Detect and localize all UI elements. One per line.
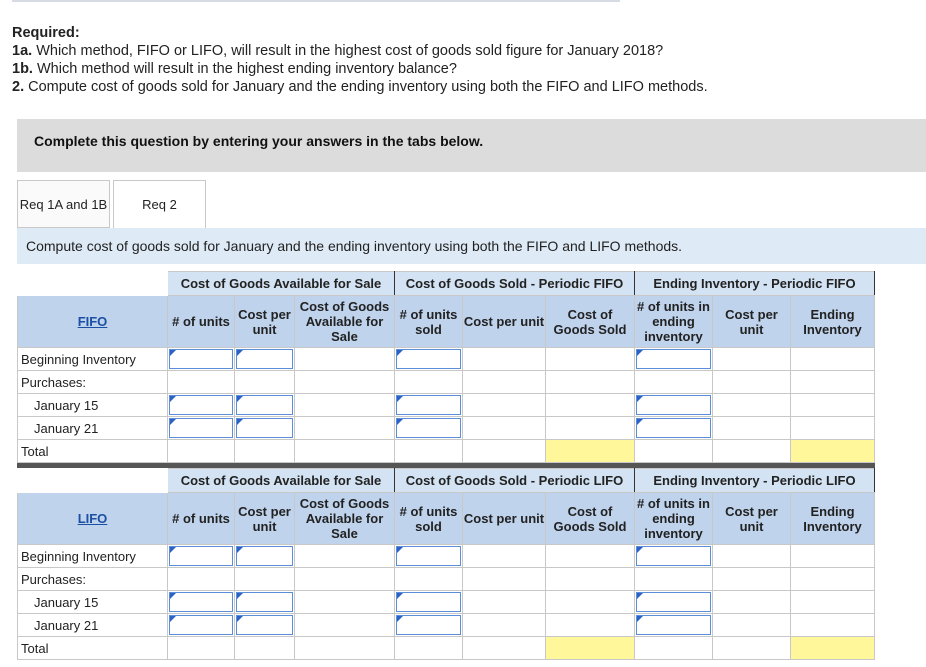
lifo-total-cogs-cell[interactable] [546, 637, 635, 660]
row-label-jan15: January 15 [18, 394, 168, 417]
lifo-method-link[interactable]: LIFO [18, 493, 168, 545]
fifo-row-beginning [18, 348, 875, 371]
fifo-row-jan21 [18, 417, 875, 440]
lifo-beg-cost-input[interactable] [235, 545, 295, 568]
fifo-jan15-cost-input[interactable] [235, 394, 295, 417]
q1a-text: Which method, FIFO or LIFO, will result in the highest cost of goods sold figure for January 2018? [32, 43, 664, 59]
fifo-cogs-group: Cost of Goods Sold - Periodic FIFO [395, 272, 635, 296]
fifo-jan15-units-ending-input[interactable] [635, 394, 713, 417]
fifo-row-jan15 [18, 394, 875, 417]
col-cogs: Cost of Goods Sold [546, 493, 635, 545]
tab-req-2[interactable]: Req 2 [113, 180, 206, 228]
lifo-ending-group: Ending Inventory - Periodic LIFO [635, 469, 875, 493]
col-units-sold: # of units sold [395, 493, 463, 545]
fifo-beg-cost-input[interactable] [235, 348, 295, 371]
col-units: # of units [168, 296, 235, 348]
lifo-cogs-group: Cost of Goods Sold - Periodic LIFO [395, 469, 635, 493]
col-cost-per-unit-ending: Cost per unit [713, 493, 791, 545]
lifo-beg-units-ending-input[interactable] [635, 545, 713, 568]
fifo-beg-units-input[interactable] [168, 348, 235, 371]
row-label-beginning: Beginning Inventory [18, 545, 168, 568]
col-cost-per-unit-sold: Cost per unit [463, 296, 546, 348]
top-divider [12, 0, 620, 2]
lifo-jan15-units-sold-input[interactable] [395, 591, 463, 614]
lifo-total-ending-cell[interactable] [791, 637, 875, 660]
fifo-jan21-cost-input[interactable] [235, 417, 295, 440]
q1b-number: 1b. [12, 61, 33, 77]
q2-number: 2. [12, 79, 25, 95]
row-label-purchases: Purchases: [18, 568, 168, 591]
lifo-jan21-units-ending-input[interactable] [635, 614, 713, 637]
fifo-jan21-units-sold-input[interactable] [395, 417, 463, 440]
instructions-banner: Complete this question by entering your answers in the tabs below. [17, 119, 926, 172]
q1a-number: 1a. [12, 43, 33, 59]
col-cogs: Cost of Goods Sold [546, 296, 635, 348]
row-label-total: Total [18, 637, 168, 660]
fifo-jan15-units-sold-input[interactable] [395, 394, 463, 417]
row-label-jan21: January 21 [18, 614, 168, 637]
fifo-beg-units-sold-input[interactable] [395, 348, 463, 371]
col-ending-inventory: Ending Inventory [791, 493, 875, 545]
lifo-jan21-units-sold-input[interactable] [395, 614, 463, 637]
lifo-row-beginning [18, 545, 875, 568]
col-cost-per-unit-ending: Cost per unit [713, 296, 791, 348]
fifo-row-total [18, 440, 875, 463]
lifo-available-group: Cost of Goods Available for Sale [168, 469, 395, 493]
lifo-jan21-units-input[interactable] [168, 614, 235, 637]
col-units-sold: # of units sold [395, 296, 463, 348]
lifo-jan15-units-input[interactable] [168, 591, 235, 614]
lifo-beg-units-sold-input[interactable] [395, 545, 463, 568]
lifo-row-jan21 [18, 614, 875, 637]
lifo-table [17, 468, 875, 660]
fifo-total-ending-cell[interactable] [791, 440, 875, 463]
row-label-jan21: January 21 [18, 417, 168, 440]
lifo-jan15-units-ending-input[interactable] [635, 591, 713, 614]
col-units-ending: # of units in ending inventory [635, 493, 713, 545]
lifo-beg-units-input[interactable] [168, 545, 235, 568]
tab-instruction: Compute cost of goods sold for January and the ending inventory using both the FIFO and LIFO methods. [17, 228, 926, 264]
row-label-jan15: January 15 [18, 591, 168, 614]
col-units: # of units [168, 493, 235, 545]
requirements [12, 24, 708, 96]
fifo-total-cogs-cell[interactable] [546, 440, 635, 463]
fifo-table [17, 271, 875, 469]
col-cost-per-unit: Cost per unit [235, 296, 295, 348]
lifo-row-total [18, 637, 875, 660]
col-cost-per-unit: Cost per unit [235, 493, 295, 545]
col-ending-inventory: Ending Inventory [791, 296, 875, 348]
lifo-row-jan15 [18, 591, 875, 614]
lifo-jan21-cost-input[interactable] [235, 614, 295, 637]
fifo-jan21-units-input[interactable] [168, 417, 235, 440]
row-label-beginning: Beginning Inventory [18, 348, 168, 371]
q1b-text: Which method will result in the highest ending inventory balance? [32, 61, 457, 77]
row-label-purchases: Purchases: [18, 371, 168, 394]
row-label-total: Total [18, 440, 168, 463]
q2-text: Compute cost of goods sold for January and the ending inventory using both the FIFO and LIFO methods. [24, 79, 708, 95]
col-cost-per-unit-sold: Cost per unit [463, 493, 546, 545]
col-cogas: Cost of Goods Available for Sale [295, 296, 395, 348]
col-units-ending: # of units in ending inventory [635, 296, 713, 348]
fifo-row-purchases [18, 371, 875, 394]
fifo-jan21-units-ending-input[interactable] [635, 417, 713, 440]
fifo-jan15-units-input[interactable] [168, 394, 235, 417]
lifo-row-purchases [18, 568, 875, 591]
required-heading: Required: [12, 25, 80, 41]
fifo-method-link[interactable]: FIFO [18, 296, 168, 348]
lifo-jan15-cost-input[interactable] [235, 591, 295, 614]
tab-req-1a-1b[interactable]: Req 1A and 1B [17, 180, 110, 228]
col-cogas: Cost of Goods Available for Sale [295, 493, 395, 545]
fifo-available-group: Cost of Goods Available for Sale [168, 272, 395, 296]
fifo-beg-units-ending-input[interactable] [635, 348, 713, 371]
fifo-ending-group: Ending Inventory - Periodic FIFO [635, 272, 875, 296]
